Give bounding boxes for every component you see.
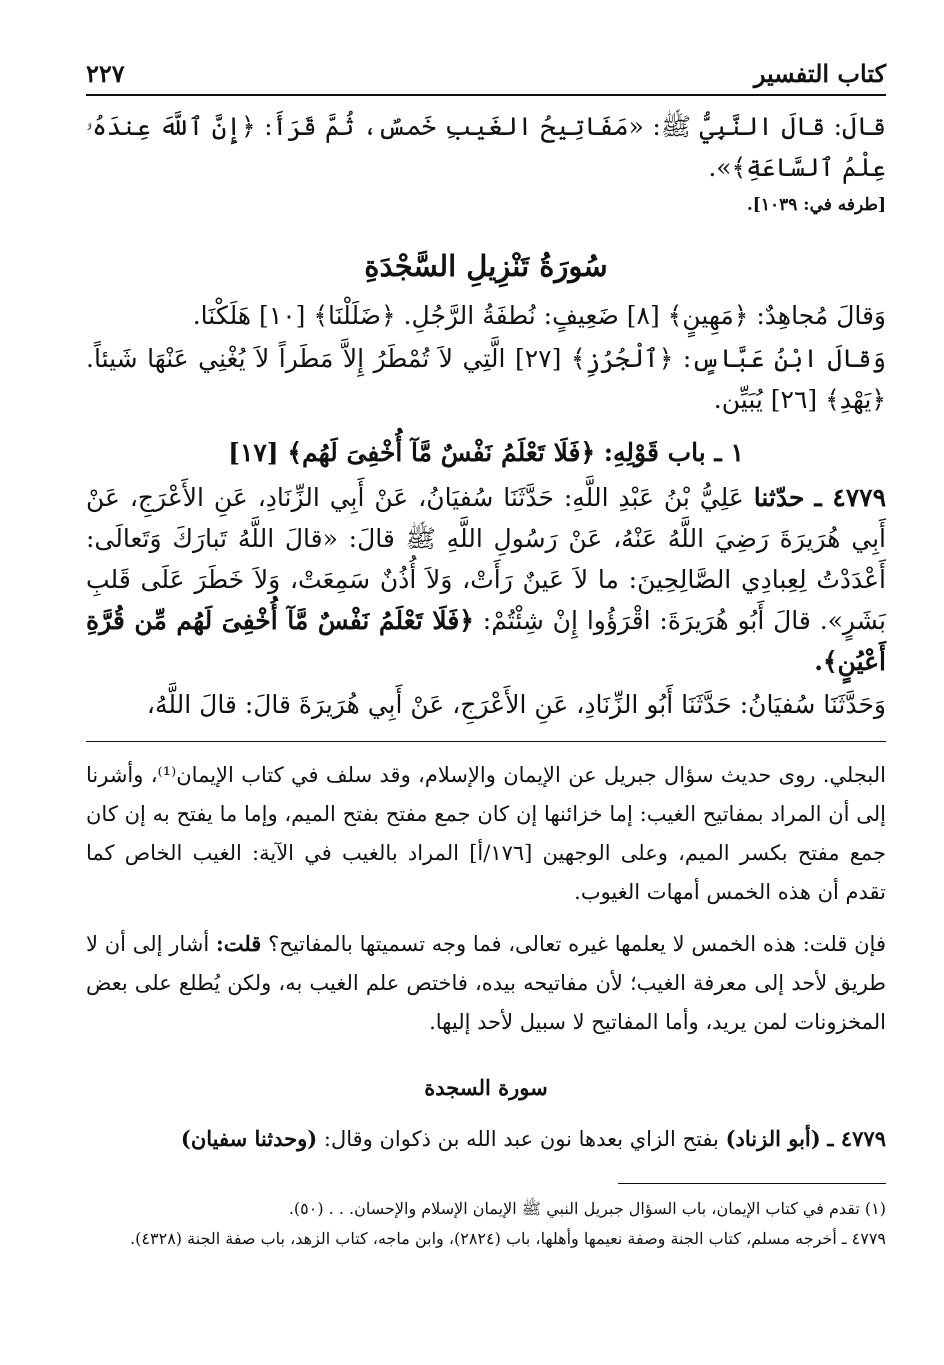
footnote-takhrij: ٤٧٧٩ ـ أخرجه مسلم، كتاب الجنة وصفة نعيمها وأهلها، باب (٢٨٢٤)، وابن ماجه، كتاب الزهد، باب صفة الجنة (٤٣٢٨). [130,1229,886,1248]
commentary-hadith-number: ٤٧٧٩ ـ [827,1126,886,1151]
haddathana-sufyan-term: (وحدثنا سفيان) [180,1126,318,1151]
commentary-paragraph-1: البجلي. روى حديث سؤال جبريل عن الإيمان والإسلام، وقد سلف في كتاب الإيمان⁽¹⁾، وأشرنا إلى أن المراد بمفاتيح الغيب: إما خزائنها إن كان جمع مفتح بفتح الميم، وإما ما يفتح به إن كان جمع مفتح بكسر الميم، وعلى الوجهين [١٧٦/أ] المراد بالغيب في الآية: الغيب الخاص كما تقدم أن هذه الخمس أمهات الغيوب. [86,763,886,904]
commentary [86,756,886,1159]
chapter-heading: ١ ـ باب قَوْلِهِ: ﴿فَلَا تَعْلَمُ نَفْسٌ مَّآ أُخْفِىَ لَهُم﴾ [١٧] [228,438,744,467]
hadith-4779 [86,477,886,682]
running-header [86,48,886,88]
main-text [86,106,886,725]
second-chain: وَحَدَّثَنَا سُفيَانُ: حَدَّثَنَا أَبُو الزِّنَادِ، عَنِ الأَعْرَجِ، عَنْ أَبِي هُرَيرَةَ قالَ: قالَ اللَّهُ، [146,690,886,719]
commentary-answer: أشار إلى أن لا طريق لأحد إلى معرفة الغيب؛ لأن مفاتيحه بيده، فاختص علم الغيب به، ولكن يُطلع على بعض المخزونات لمن يريد، وأما المفاتيح لا سبيل لأحد إليها. [86,932,886,1034]
abu-zinad-term: (أبو الزناد) [725,1126,821,1151]
mujahid-gloss: وَقالَ مُجاهِدٌ: ﴿مَهِينٍ﴾ [٨] ضَعِيفٍ: نُطفَةُ الرَّجُلِ. ﴿ضَلَلْنَا﴾ [١٠] هَلَكْنَا. [192,301,886,330]
header-rule [86,94,886,96]
commentary-hadith-note [86,1119,886,1159]
book-title: كتاب التفسير [753,59,886,88]
footnotes [86,1194,886,1254]
page-number: ٢٢٧ [86,59,125,88]
haddathana-label: حدّثنا [753,483,805,512]
footnote-1: (١) تقدم في كتاب الإيمان، باب السؤال جبريل النبي ﷺ الإيمان الإسلام والإحسان. . . (٥٠). [288,1199,886,1218]
commentary-question: فإن قلت: هذه الخمس لا يعلمها غيره تعالى، فما وجه تسميتها بالمفاتيح؟ [268,932,886,956]
hadith-text: عَلِيُّ بْنُ عَبْدِ اللَّهِ: حَدَّثَنَا سُفيَانُ، عَنْ أَبِي الزِّنَادِ، عَنِ الأَعْرَجِ، عَنْ أَبِي هُرَيرَةَ رَضِيَ اللَّهُ عَنْهُ، عَنْ رَسُولِ اللَّهِ ﷺ قالَ: «قالَ اللَّهُ تَبارَكَ وَتَعالَى: أَعْدَدْتُ لِعِبادِي الصَّالِحِينَ: ما لاَ عَينٌ رَأَتْ، وَلاَ أُذُنٌ سَمِعَتْ، وَلاَ خَطَرَ عَلَى قَلبِ بَشَرٍ». قالَ أَبُو هُرَيرَةَ: اقْرَؤُوا إِنْ شِئْتُمْ: [86,483,886,635]
ibn-abbas-gloss: وَقالَ ابْنُ عَبَّاسٍ: ﴿ٱلْجُرُزِ﴾ [٢٧] الَّتِي لاَ تُمْطَرُ إِلاَّ مَطَراً لاَ يُغْنِي عَنْهَا شَيئاً. ﴿يَهْدِ﴾ [٢٦] يُبَيِّن. [86,344,887,414]
opening-line: قالَ: قالَ النَّبِيُّ ﷺ: «مَفَاتِيحُ الغَيبِ خَمسٌ، ثُمَّ قَرَأَ: ﴿إِنَّ ٱللَّهَ عِندَهُۥ عِلْمُ ٱلسَّاعَةِ﴾». [86,112,886,182]
hadith-number: ٤٧٧٩ ـ [814,483,887,512]
page [86,48,886,1254]
quran-quote: ﴿فَلَا تَعْلَمُ نَفْسٌ مَّآ أُخْفِىَ لَهُم مِّن قُرَّةِ أَعْيُنٍ﴾. [86,606,886,676]
tarafuhu-reference: [طرفه في: ١٠٣٩]. [746,195,886,215]
qult-label: قلت: [215,931,262,956]
commentary-note-text: بفتح الزاي بعدها نون عبد الله بن ذكوان وقال: [323,1127,719,1151]
surah-heading: سُورَةُ تَنْزِيلِ السَّجْدَةِ [364,249,608,283]
commentary-separator [86,741,886,742]
footnote-separator [618,1183,886,1184]
commentary-paragraph-2 [86,924,886,1042]
commentary-subheading: سورة السجدة [424,1075,548,1100]
